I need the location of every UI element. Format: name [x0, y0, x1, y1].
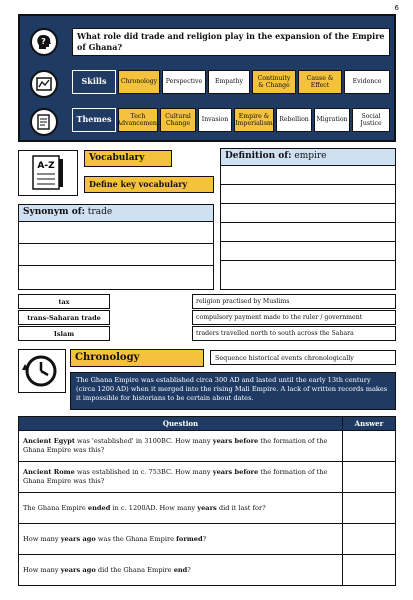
theme-chip: Rebellion	[276, 108, 312, 132]
theme-chip: Tech Advancement	[118, 108, 158, 132]
synonym-heading: Synonym of: trade	[19, 205, 213, 222]
svg-text:A-Z: A-Z	[37, 161, 55, 171]
match-term: tax	[18, 294, 110, 309]
lesson-header	[18, 14, 396, 142]
chronology-subtitle: Sequence historical events chronologically	[210, 350, 396, 365]
dictionary-icon	[18, 150, 78, 196]
skill-chip: Chronology	[118, 70, 160, 94]
match-definition: religion practised by Muslims	[192, 294, 396, 309]
themes-label: Themes	[72, 108, 116, 132]
answer-cell[interactable]	[343, 431, 396, 462]
themes-icon	[30, 108, 58, 136]
skill-chip: Perspective	[162, 70, 206, 94]
skills-icon	[30, 70, 58, 98]
answer-column-header: Answer	[343, 417, 396, 431]
synonym-box	[18, 204, 214, 290]
match-term: Islam	[18, 326, 110, 341]
chronology-title: Chronology	[70, 349, 204, 367]
writing-line[interactable]	[221, 204, 395, 223]
skill-chip: Cause & Effect	[298, 70, 342, 94]
question-cell: Ancient Rome was established in c. 753BC. How many years before the formation of the Ghana Empire was this?	[19, 462, 343, 493]
svg-text:?: ?	[41, 37, 46, 46]
enquiry-question: What role did trade and religion play in the expansion of the Empire of Ghana?	[72, 28, 390, 56]
theme-chip: Invasion	[198, 108, 232, 132]
theme-chip: Empire & Imperialism	[234, 108, 274, 132]
answer-cell[interactable]	[343, 493, 396, 524]
table-header-row	[19, 417, 396, 431]
skill-chip: Empathy	[208, 70, 250, 94]
skill-chip: Continuity & Change	[252, 70, 296, 94]
question-column-header: Question	[19, 417, 343, 431]
match-definition: traders travelled north to south across the Sahara	[192, 326, 396, 341]
writing-line[interactable]	[19, 266, 213, 288]
match-definition: compulsory payment made to the ruler / government	[192, 310, 396, 325]
writing-line[interactable]	[19, 222, 213, 244]
clock-icon	[18, 349, 66, 393]
writing-line[interactable]	[19, 244, 213, 266]
table-row	[19, 462, 396, 493]
answer-cell[interactable]	[343, 462, 396, 493]
definition-box	[220, 148, 396, 290]
skill-chip: Evidence	[344, 70, 390, 94]
question-cell: How many years ago was the Ghana Empire formed?	[19, 524, 343, 555]
writing-line[interactable]	[221, 242, 395, 261]
question-head-icon	[30, 28, 58, 56]
theme-chip: Cultural Change	[160, 108, 196, 132]
table-row	[19, 493, 396, 524]
question-cell: How many years ago did the Ghana Empire end?	[19, 555, 343, 586]
answer-cell[interactable]	[343, 555, 396, 586]
writing-line[interactable]	[221, 261, 395, 287]
vocabulary-title: Vocabulary	[84, 150, 172, 167]
writing-line[interactable]	[221, 185, 395, 204]
table-row	[19, 431, 396, 462]
skills-label: Skills	[72, 70, 116, 94]
writing-line[interactable]	[221, 166, 395, 185]
definition-heading: Definition of: empire	[221, 149, 395, 166]
answer-cell[interactable]	[343, 524, 396, 555]
question-cell: Ancient Egypt was 'established' in 3100BC. How many years before the formation of the Ghana Empire was this?	[19, 431, 343, 462]
theme-chip: Social Justice	[352, 108, 390, 132]
table-row	[19, 524, 396, 555]
theme-chip: Migration	[314, 108, 350, 132]
chronology-description: The Ghana Empire was established circa 300 AD and lasted until the early 13th century (circa 1200 AD) when it merged into the rising Mali Empire. A lack of written records makes it impossible for historians to be certain about dates.	[70, 372, 396, 410]
page-number: 6	[394, 4, 399, 12]
match-term: trans-Saharan trade	[18, 310, 110, 325]
question-table	[18, 416, 396, 586]
table-row	[19, 555, 396, 586]
writing-line[interactable]	[221, 223, 395, 242]
vocabulary-subtitle: Define key vocabulary	[84, 176, 214, 193]
question-cell: The Ghana Empire ended in c. 1200AD. How many years did it last for?	[19, 493, 343, 524]
